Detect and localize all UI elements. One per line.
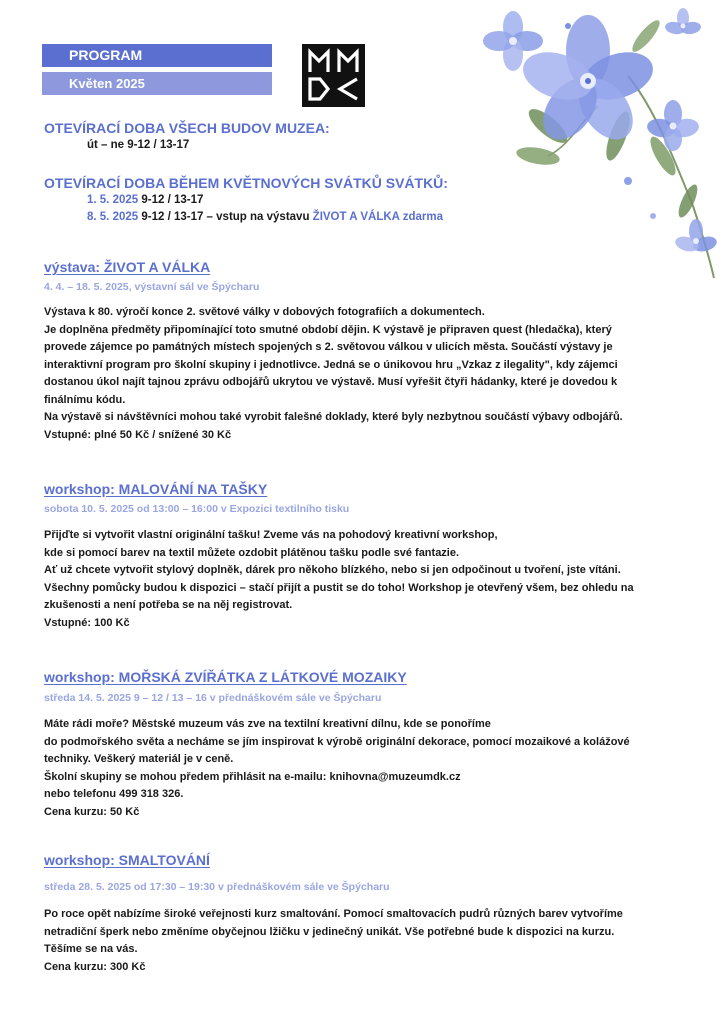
event-description	[44, 304, 684, 444]
description-line: provede zájemce po památných místech spojených s 2. světovou válkou v ulicích města. Součástí výstavy je	[44, 341, 613, 353]
price-line: Vstupné: plné 50 Kč / snížené 30 Kč	[44, 428, 232, 441]
program-label: PROGRAM	[42, 44, 272, 67]
description-line: zkušenosti a není potřeba se na něj registrovat.	[44, 599, 293, 611]
description-line: do podmořského světa a necháme se jím inspirovat k výrobě originální dekorace, pomocí mozaikové a kolážové	[44, 735, 630, 748]
description-line: Těšíme se na vás.	[44, 943, 138, 955]
event-description	[44, 906, 684, 976]
description-line: Všechny pomůcky budou k dispozici – stačí přijít a pustit se do toho! Workshop je otevřený všem, bez ohledu na	[44, 581, 634, 594]
description-line: Ať už chcete vytvořit stylový doplněk, dárek pro někoho blízkého, nebo si jen odpočinout u tvoření, jste vítáni.	[44, 564, 621, 576]
hours-all-line: út – ne 9-12 / 13-17	[87, 139, 190, 151]
description-line: techniky. Veškerý materiál je v ceně.	[44, 753, 234, 765]
event-title-smaltovani: workshop: SMALTOVÁNÍ	[44, 852, 210, 868]
description-line: Je doplněna předměty připomínající toto smutné období dějin. K výstavě je připraven quest (hledačka), který	[44, 323, 612, 336]
event-title-morska-zviratka: workshop: MOŘSKÁ ZVÍŘÁTKA Z LÁTKOVÉ MOZAIKY	[44, 669, 407, 685]
flower-decoration-icon	[478, 6, 718, 281]
description-line: Výstava k 80. výročí konce 2. světové války v dobových fotografiích a dokumentech.	[44, 306, 485, 318]
month-label: Květen 2025	[42, 72, 272, 95]
description-line: Školní skupiny se mohou předem přihlásit na e-mailu: knihovna@muzeumdk.cz	[44, 770, 461, 783]
description-line: nebo telefonu 499 318 326.	[44, 788, 184, 800]
holiday-date-2: 8. 5. 2025	[87, 211, 139, 223]
event-description	[44, 716, 684, 821]
event-title-malovani-na-tasky: workshop: MALOVÁNÍ NA TAŠKY	[44, 481, 268, 497]
description-line: Přijďte si vytvořit vlastní originální tašku! Zveme vás na pohodový kreativní workshop,	[44, 529, 498, 541]
holiday-event-link[interactable]: ŽIVOT A VÁLKA	[312, 211, 400, 223]
event-subtitle: středa 28. 5. 2025 od 17:30 – 19:30 v přednáškovém sále ve Špýcharu	[44, 881, 390, 893]
price-line: Vstupné: 100 Kč	[44, 616, 130, 629]
description-line: dostanou úkol najít tajnou zprávu odbojářů ukrytou ve výstavě. Musí vyřešit čtyři hádanky, které je dovedou k	[44, 376, 618, 388]
museum-logo	[302, 44, 365, 107]
hours-holidays-title: OTEVÍRACÍ DOBA BĚHEM KVĚTNOVÝCH SVÁTKŮ SVÁTKŮ:	[44, 175, 448, 191]
description-line: Na výstavě si návštěvníci mohou také vyrobit falešné doklady, které byly nezbytnou součástí výbavy odbojářů.	[44, 411, 623, 423]
event-subtitle: sobota 10. 5. 2025 od 13:00 – 16:00 v Expozici textilního tisku	[44, 503, 350, 515]
holiday-suffix: zdarma	[399, 211, 444, 223]
hours-all-title: OTEVÍRACÍ DOBA VŠECH BUDOV MUZEA:	[44, 120, 330, 136]
event-description	[44, 527, 684, 632]
description-line: kde si pomocí barev na textil můžete ozdobit plátěnou tašku podle své fantazie.	[44, 546, 460, 559]
hours-holiday-line-2	[87, 211, 443, 223]
description-line: finálnímu kódu.	[44, 393, 126, 406]
event-subtitle: středa 14. 5. 2025 9 – 12 / 13 – 16 v přednáškovém sále ve Špýcharu	[44, 692, 382, 704]
event-title-zivot-a-valka: výstava: ŽIVOT A VÁLKA	[44, 259, 211, 275]
event-subtitle: 4. 4. – 18. 5. 2025, výstavní sál ve Špýcharu	[44, 281, 260, 293]
holiday-time-1: 9-12 / 13-17	[138, 194, 204, 206]
price-line: Cena kurzu: 300 Kč	[44, 960, 146, 973]
description-line: interaktivní program pro školní skupiny i jednotlivce. Jedná se o únikovou hru „Vzkaz z ilegality", kdy zájemci	[44, 358, 618, 371]
description-line: Máte rádi moře? Městské muzeum vás zve na textilní kreativní dílnu, kde se ponoříme	[44, 718, 491, 730]
price-line: Cena kurzu: 50 Kč	[44, 805, 140, 818]
description-line: netradiční šperk nebo změníme obyčejnou lžičku v jedinečný unikát. Vše potřebné bude k dispozici na kurzu.	[44, 925, 615, 938]
hours-holiday-line-1	[87, 194, 203, 206]
holiday-date-1: 1. 5. 2025	[87, 194, 139, 206]
description-line: Po roce opět nabízíme široké veřejnosti kurz smaltování. Pomocí smaltovacích pudrů různých barev vytvoříme	[44, 908, 623, 920]
holiday-text-2: 9-12 / 13-17 – vstup na výstavu	[138, 211, 313, 223]
